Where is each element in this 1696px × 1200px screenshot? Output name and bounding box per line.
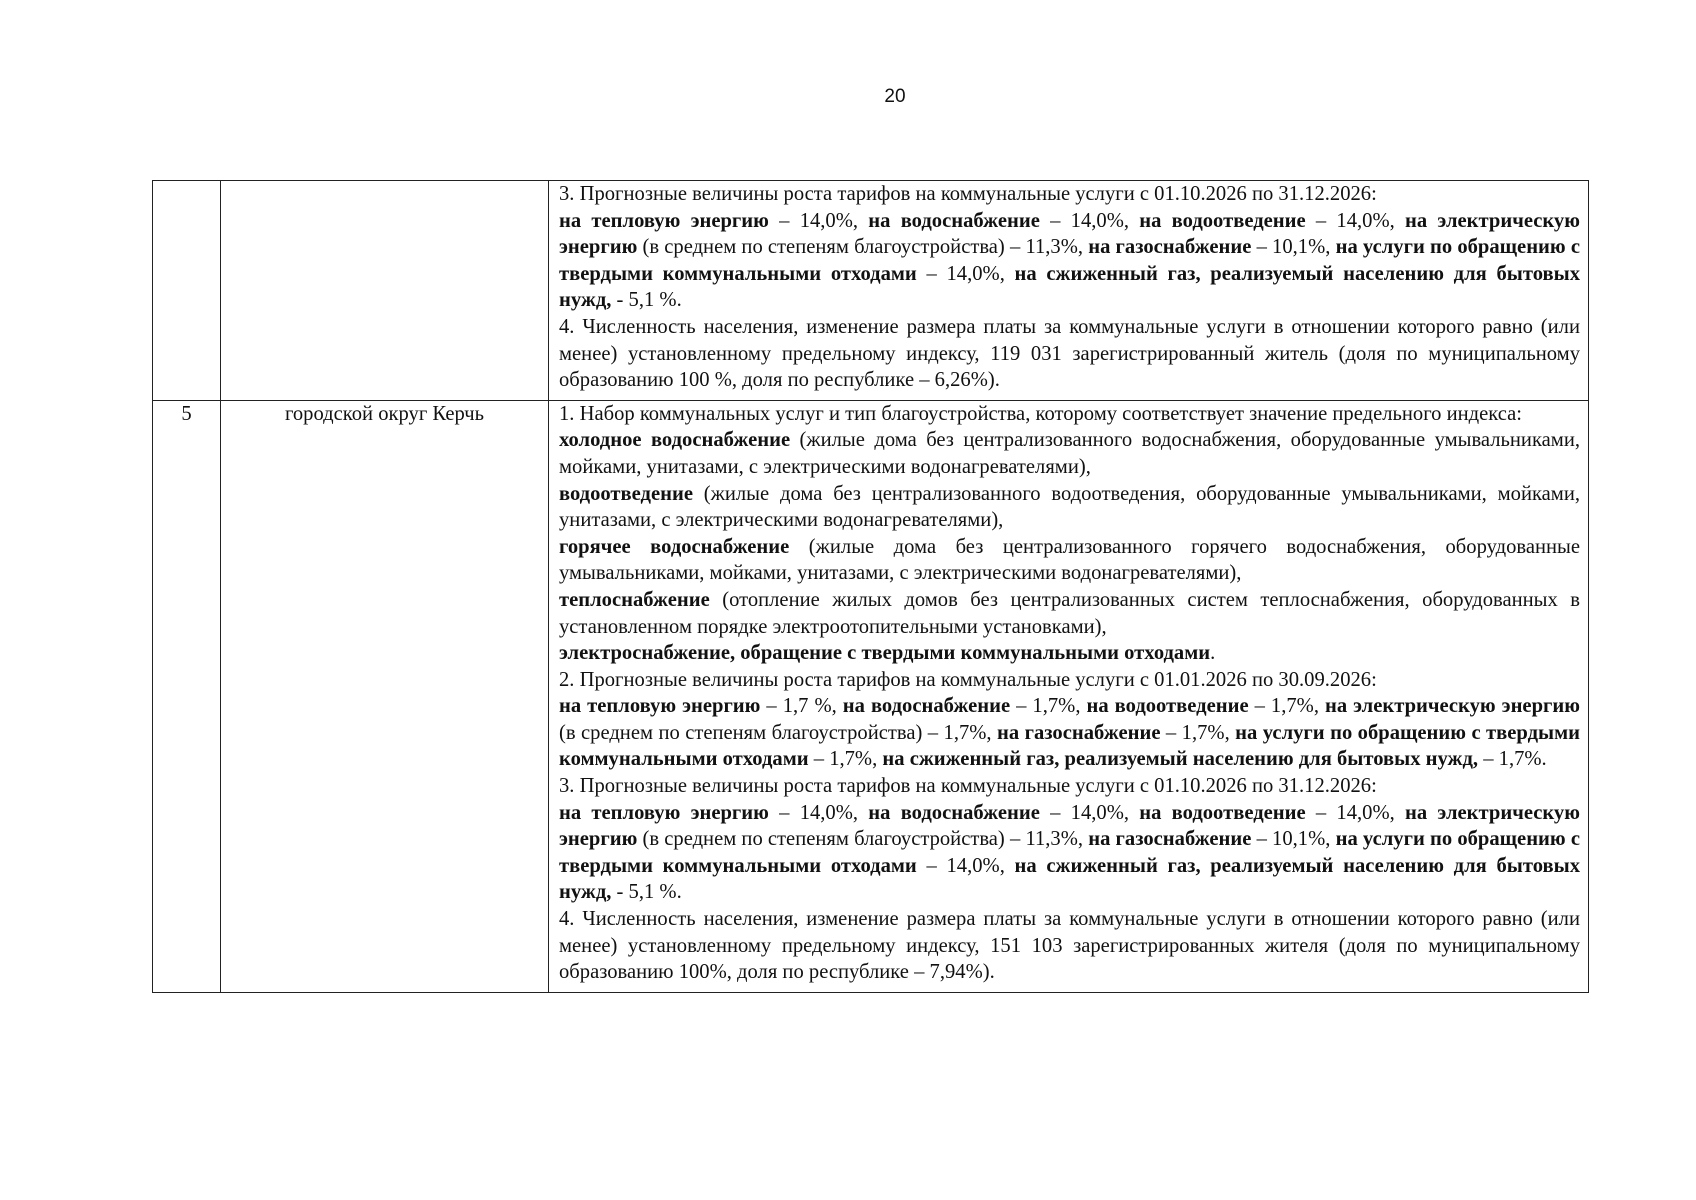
content-paragraph	[559, 587, 1580, 640]
text-segment: – 14,0%,	[1039, 209, 1140, 232]
content-paragraph	[559, 773, 1580, 800]
content-paragraph	[559, 401, 1580, 428]
bold-text-segment: горячее водоснабжение	[559, 535, 790, 558]
bold-text-segment: на сжиженный газ, реализуемый населению для бытовых нужд,	[882, 748, 1479, 771]
text-segment: (отопление жилых домов без централизованных систем теплоснабжения, оборудованных в установленном порядке электроотопительными установками),	[559, 588, 1580, 638]
bold-text-segment: на услуги по обращению с твердыми коммунальными отходами	[559, 236, 1580, 285]
text-segment: .	[1210, 642, 1216, 665]
bold-text-segment: на водоотведение	[1086, 695, 1249, 718]
bold-text-segment: электроснабжение, обращение с твердыми коммунальными отходами	[559, 642, 1211, 665]
bold-text-segment: на газоснабжение	[1088, 828, 1252, 851]
text-segment: – 1,7%,	[1248, 695, 1325, 718]
municipality-name-cell: городской округ Керчь	[221, 400, 549, 992]
text-segment: – 14,0%,	[1305, 209, 1406, 232]
content-paragraph	[559, 534, 1580, 587]
text-segment: – 14,0%,	[768, 209, 869, 232]
content-paragraph	[559, 427, 1580, 480]
bold-text-segment: на электрическую энергию	[559, 801, 1580, 851]
bold-text-segment: водоотведение	[559, 482, 693, 505]
text-segment: (жилые дома без централизованного горячего водоснабжения, оборудованные умывальниками, мойками, унитазами, с электрическими водонагревателями),	[559, 535, 1580, 585]
text-segment: – 14,0%,	[768, 801, 869, 824]
table-body	[153, 181, 1589, 993]
content-paragraph	[559, 800, 1580, 906]
content-paragraph	[559, 906, 1580, 986]
bold-text-segment: на сжиженный газ, реализуемый населению для бытовых нужд,	[559, 854, 1580, 904]
text-segment: (жилые дома без централизованного водоотведения, оборудованные умывальниками, мойками, унитазами, с электрическими водонагревателями),	[559, 482, 1580, 532]
content-paragraph	[559, 481, 1580, 534]
municipality-name-cell	[221, 181, 549, 401]
bold-text-segment: на сжиженный газ, реализуемый населению для бытовых нужд,	[559, 262, 1580, 312]
text-segment: 3. Прогнозные величины роста тарифов на коммунальные услуги с 01.10.2026 по 31.12.2026:	[559, 183, 1377, 205]
row-number-cell: 5	[153, 400, 221, 992]
bold-text-segment: на услуги по обращению с твердыми коммунальными отходами	[559, 828, 1580, 877]
text-segment: - 5,1 %.	[611, 881, 682, 904]
bold-text-segment: на тепловую энергию	[559, 801, 769, 824]
content-paragraph	[559, 208, 1580, 314]
text-segment: 1. Набор коммунальных услуг и тип благоустройства, которому соответствует значение предельного индекса:	[559, 402, 1522, 425]
bold-text-segment: на водоснабжение	[842, 695, 1011, 718]
text-segment: 4. Численность населения, изменение размера платы за коммунальные услуги в отношении которого равно (или менее) установленному предельному индексу, 119 031 зарегистрированный житель (доля по муниципальному образованию 100 %, доля по республике – 6,26%).	[559, 315, 1580, 392]
text-segment: – 1,7%,	[1160, 721, 1236, 744]
text-segment: – 14,0%,	[916, 262, 1015, 285]
bold-text-segment: на газоснабжение	[997, 721, 1161, 744]
text-segment: – 1,7%,	[808, 748, 883, 771]
text-segment: 4. Численность населения, изменение размера платы за коммунальные услуги в отношении которого равно (или менее) установленному предельному индексу, 151 103 зарегистрированных жителя (доля по муниципальному образованию 100%, доля по республике – 7,94%).	[559, 908, 1580, 984]
bold-text-segment: на тепловую энергию	[559, 209, 769, 232]
table-row	[153, 400, 1589, 992]
bold-text-segment: на газоснабжение	[1088, 236, 1252, 259]
text-segment: – 1,7%,	[1010, 695, 1087, 718]
bold-text-segment: на тепловую энергию	[559, 695, 761, 718]
content-paragraph	[559, 693, 1580, 773]
bold-text-segment: на электрическую энергию	[1324, 695, 1580, 718]
content-paragraph	[559, 181, 1580, 208]
text-segment: 2. Прогнозные величины роста тарифов на коммунальные услуги с 01.01.2026 по 30.09.2026:	[559, 668, 1377, 691]
content-paragraph	[559, 667, 1580, 694]
text-segment: – 14,0%,	[916, 854, 1015, 877]
bold-text-segment: на водоснабжение	[868, 209, 1040, 232]
text-segment: (в среднем по степеням благоустройства) – 11,3%,	[637, 828, 1089, 851]
bold-text-segment: на услуги по обращению с твердыми коммунальными отходами	[559, 721, 1580, 771]
text-segment: (жилые дома без централизованного водоснабжения, оборудованные умывальниками, мойками, унитазами, с электрическими водонагревателями),	[559, 429, 1580, 478]
text-segment: – 10,1%,	[1251, 236, 1336, 259]
text-segment: 3. Прогнозные величины роста тарифов на коммунальные услуги с 01.10.2026 по 31.12.2026:	[559, 775, 1377, 798]
table-row	[153, 181, 1589, 401]
row-number-cell	[153, 181, 221, 401]
content-cell	[549, 181, 1589, 401]
text-segment: – 1,7%.	[1478, 748, 1547, 771]
content-paragraph	[559, 314, 1580, 394]
content-cell	[549, 400, 1589, 992]
bold-text-segment: теплоснабжение	[559, 588, 710, 611]
text-segment: (в среднем по степеням благоустройства) – 11,3%,	[637, 236, 1089, 259]
bold-text-segment: на водоотведение	[1139, 209, 1306, 232]
text-segment: – 14,0%,	[1039, 801, 1140, 824]
text-segment: – 1,7 %,	[760, 695, 843, 718]
text-segment: - 5,1 %.	[611, 289, 682, 312]
municipal-tariff-table	[152, 180, 1589, 993]
content-paragraph	[559, 640, 1580, 667]
text-segment: – 10,1%,	[1251, 828, 1336, 851]
bold-text-segment: на водоотведение	[1139, 801, 1306, 824]
bold-text-segment: холодное водоснабжение	[559, 429, 791, 452]
bold-text-segment: на водоснабжение	[868, 801, 1040, 824]
text-segment: – 14,0%,	[1305, 801, 1406, 824]
bold-text-segment: на электрическую энергию	[559, 209, 1580, 259]
page-number: 20	[884, 86, 906, 107]
text-segment: (в среднем по степеням благоустройства) – 1,7%,	[559, 721, 998, 744]
